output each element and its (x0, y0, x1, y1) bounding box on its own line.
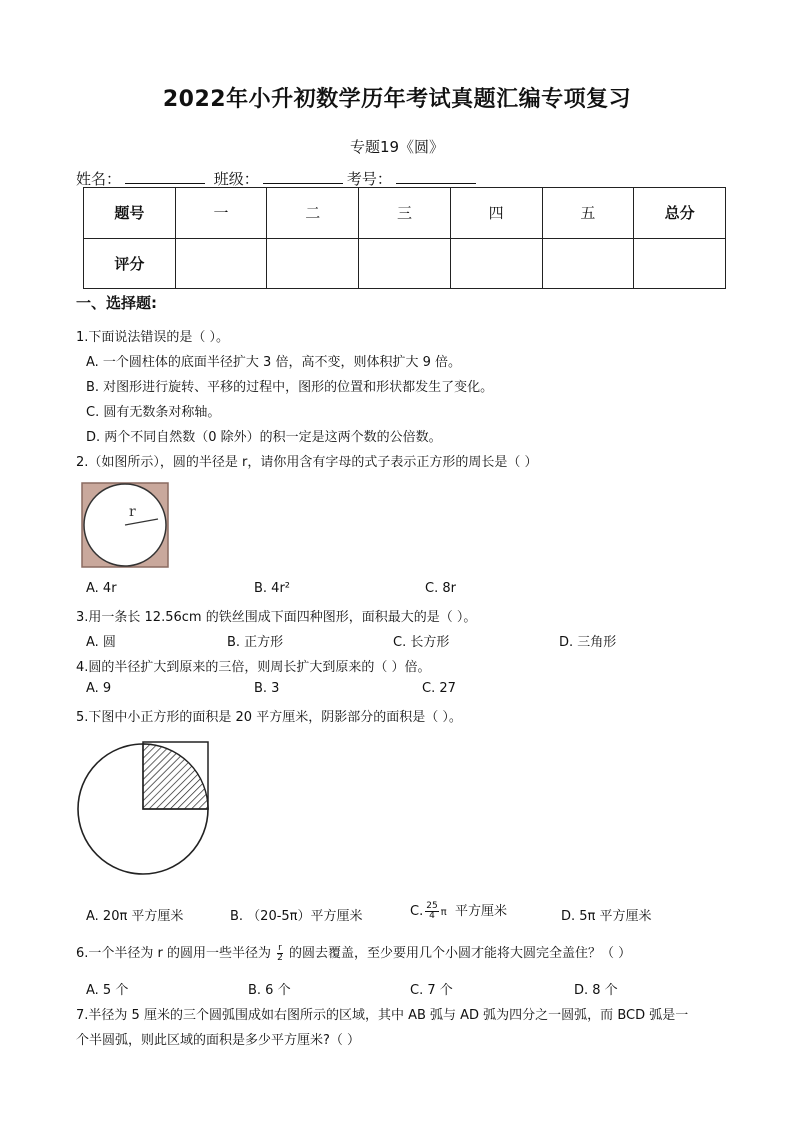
question-5-option-d: D. 5π 平方厘米 (561, 909, 652, 924)
question-4-option-c: C. 27 (422, 681, 456, 696)
question-4-text: 4.圆的半径扩大到原来的三倍，则周长扩大到原来的（ ）倍。 (76, 660, 431, 675)
fraction-numerator: r (278, 943, 282, 953)
score-table (83, 187, 726, 289)
fraction-numerator: 25 (426, 901, 438, 911)
question-3-option-d: D. 三角形 (559, 635, 617, 650)
question-2-option-b: B. 4r² (254, 581, 291, 596)
score-cell[interactable] (542, 238, 634, 289)
question-3-option-c: C. 长方形 (393, 635, 450, 650)
score-table-header-row (84, 188, 726, 239)
question-6-option-c: C. 7 个 (410, 983, 453, 998)
class-label: 班级： (213, 170, 259, 188)
score-cell[interactable] (175, 238, 267, 289)
page-subtitle: 专题19《圆》 (349, 138, 445, 156)
question-2-text: 2.（如图所示），圆的半径是 r，请你用含有字母的式子表示正方形的周长是（ ） (76, 455, 538, 470)
question-2-option-c: C. 8r (425, 581, 456, 596)
question-5-text: 5.下图中小正方形的面积是 20 平方厘米，阴影部分的面积是（ ）。 (76, 710, 462, 725)
fraction-denominator: 4 (429, 911, 435, 921)
circle-square-shaded-figure (76, 740, 214, 880)
question-1-option-c: C. 圆有无数条对称轴。 (86, 405, 221, 420)
question-5-option-a: A. 20π 平方厘米 (86, 909, 184, 924)
circle-in-square-figure (80, 481, 170, 569)
question-1-text: 1.下面说法错误的是（ ）。 (76, 330, 230, 345)
number-blank[interactable] (396, 169, 476, 184)
question-2-option-a: A. 4r (86, 581, 117, 596)
score-header-cell: 二 (267, 188, 359, 239)
question-4-option-a: A. 9 (86, 681, 112, 696)
number-label: 考号： (346, 170, 392, 188)
score-header-cell: 总分 (634, 188, 726, 239)
question-1-option-d: D. 两个不同自然数（0 除外）的积一定是这两个数的公倍数。 (86, 430, 442, 445)
question-5-option-b: B. （20-5π）平方厘米 (230, 909, 363, 924)
fraction-denominator: 2 (277, 953, 283, 963)
score-header-cell: 四 (450, 188, 542, 239)
score-row-label: 评分 (84, 238, 176, 289)
score-header-cell: 题号 (84, 188, 176, 239)
question-6-option-d: D. 8 个 (574, 983, 618, 998)
score-header-cell: 一 (175, 188, 267, 239)
question-3-text: 3.用一条长 12.56cm 的铁丝围成下面四种图形，面积最大的是（ ）。 (76, 610, 477, 625)
score-cell[interactable] (634, 238, 726, 289)
question-6-text (76, 942, 631, 963)
radius-label: r (129, 504, 136, 520)
student-info (76, 168, 480, 189)
score-header-cell: 五 (542, 188, 634, 239)
question-3-option-a: A. 圆 (86, 635, 116, 650)
fraction (277, 944, 283, 963)
section-heading: 一、选择题: (76, 294, 157, 312)
question-6-option-b: B. 6 个 (248, 983, 291, 998)
page-title: 2022年小升初数学历年考试真题汇编专项复习 (162, 87, 632, 112)
question-6-text-b: 的圆去覆盖，至少要用几个小圆才能将大圆完全盖住？（ ） (289, 946, 632, 961)
score-header-cell: 三 (359, 188, 451, 239)
score-cell[interactable] (450, 238, 542, 289)
option-c-label: C. (410, 904, 424, 919)
question-6-text-a: 6.一个半径为 r 的圆用一些半径为 (76, 946, 272, 961)
name-label: 姓名： (76, 170, 122, 188)
score-table-score-row (84, 238, 726, 289)
name-blank[interactable] (125, 169, 205, 184)
pi-symbol: π (440, 907, 447, 918)
question-1-option-a: A. 一个圆柱体的底面半径扩大 3 倍，高不变，则体积扩大 9 倍。 (86, 355, 462, 370)
question-7-line-2: 个半圆弧，则此区域的面积是多少平方厘米?（ ） (76, 1033, 361, 1048)
fraction (425, 902, 438, 921)
score-cell[interactable] (359, 238, 451, 289)
question-3-option-b: B. 正方形 (227, 635, 284, 650)
option-c-unit: 平方厘米 (454, 904, 507, 919)
question-5-option-c (410, 900, 507, 921)
class-blank[interactable] (263, 169, 343, 184)
question-4-option-b: B. 3 (254, 681, 280, 696)
score-cell[interactable] (267, 238, 359, 289)
question-6-option-a: A. 5 个 (86, 983, 129, 998)
question-7-line-1: 7.半径为 5 厘米的三个圆弧围成如右图所示的区域，其中 AB 弧与 AD 弧为四分之一圆弧，而 BCD 弧是一 (76, 1008, 689, 1023)
question-1-option-b: B. 对图形进行旋转、平移的过程中，图形的位置和形状都发生了变化。 (86, 380, 494, 395)
